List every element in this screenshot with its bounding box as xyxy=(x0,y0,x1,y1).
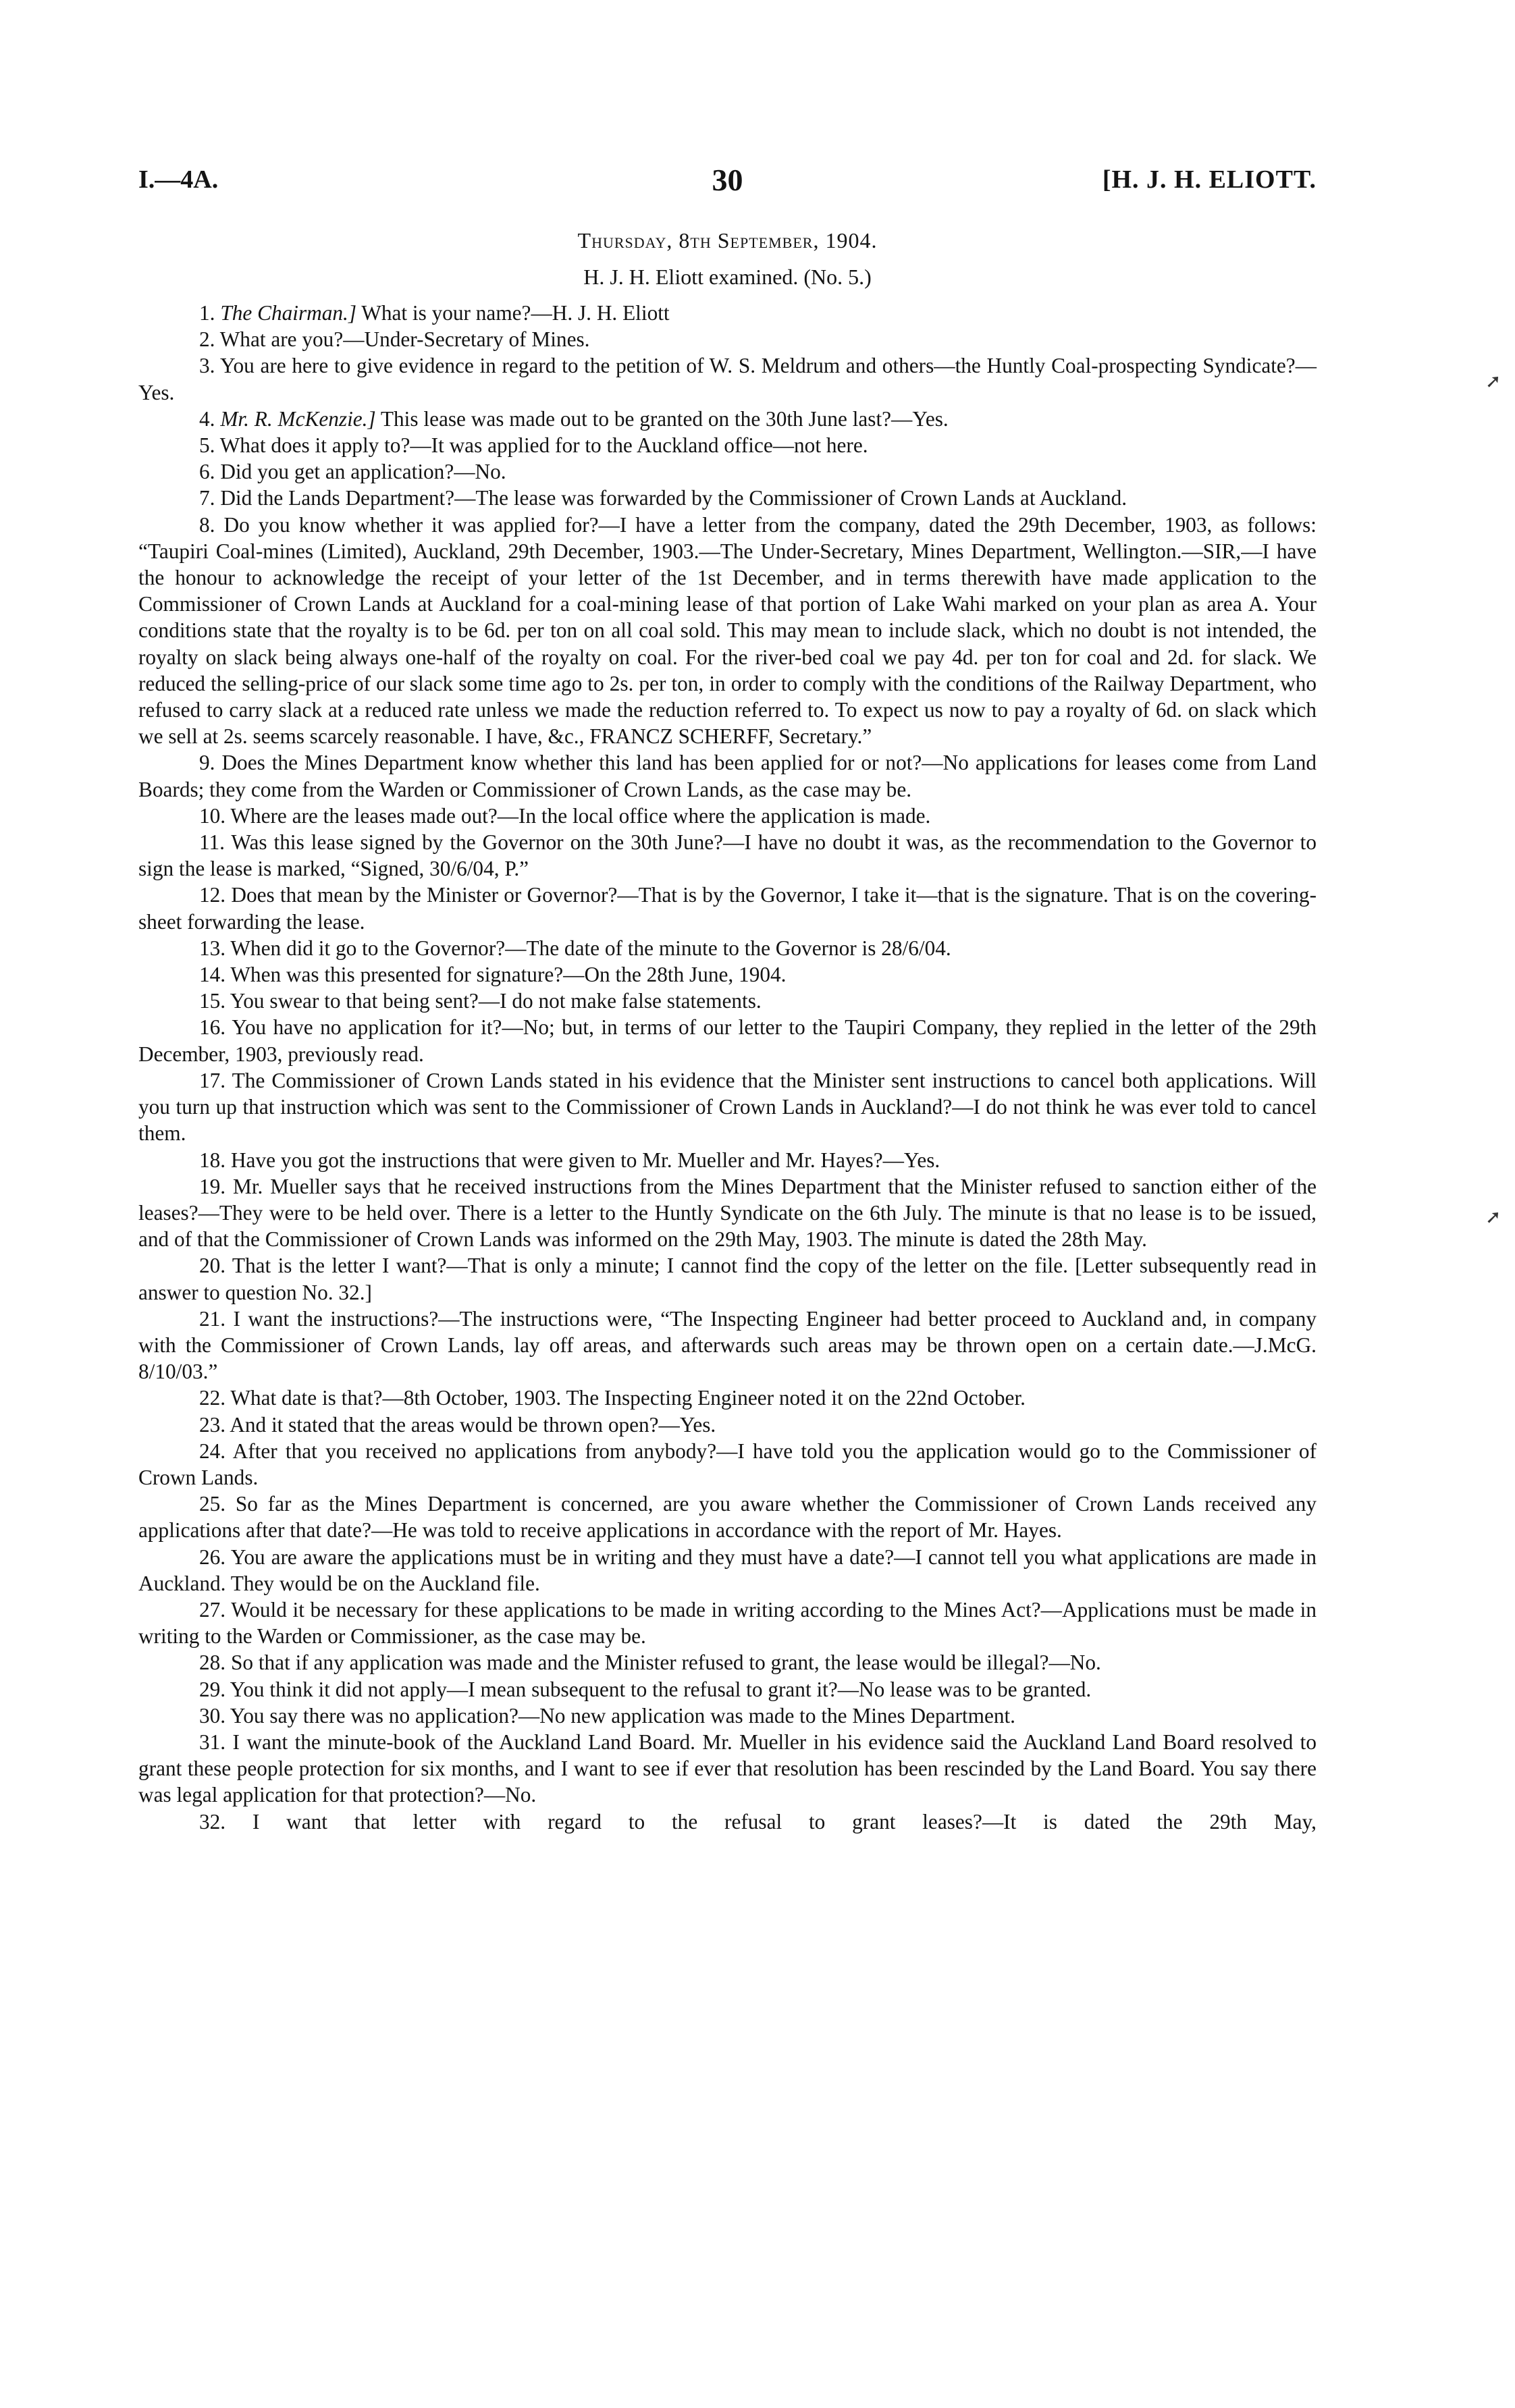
question-number: 20. xyxy=(199,1254,226,1278)
evidence-paragraph xyxy=(138,1067,1317,1147)
evidence-paragraph xyxy=(138,485,1317,511)
question-answer-text: Would it be necessary for these applications to be made in writing according to the Mines Act?—Applications must be made in writing to the Warden or Commissioner, as the case may be. xyxy=(138,1597,1317,1649)
session-date: Thursday, 8th September, 1904. xyxy=(577,228,878,252)
question-number: 8. xyxy=(199,512,215,537)
evidence-paragraph xyxy=(138,1649,1317,1676)
question-number: 31. xyxy=(199,1730,226,1754)
question-number: 10. xyxy=(199,803,226,828)
question-answer-text: This lease was made out to be granted on the 30th June last?—Yes. xyxy=(375,406,949,431)
question-answer-text: I want the instructions?—The instructions were, “The Inspecting Engineer had better proceed to Auckland and, in company with the Commissioner of Crown Lands, lay off areas, and afterwards such areas may be thrown open on a certain date.—J.McG. 8/10/03.” xyxy=(138,1306,1317,1384)
question-answer-text: Do you know whether it was applied for?—I have a letter from the company, dated the 29th December, 1903, as follows: “Taupiri Coal-mines (Limited), Auckland, 29th December, 1903.—The Under-Secretary, Mines Department, Wellington.—SIR,—I have the honour to acknowledge the receipt of your letter of the 1st December, and in terms therewith have made application to the Commissioner of Crown Lands at Auckland for a coal-mining lease of that portion of Lake Wahi marked on your plan as area A. Your conditions state that the royalty is to be 6d. per ton on all coal sold. This may mean to include slack, which no doubt is not intended, the royalty on slack being always one-half of the royalty on coal. For the river-bed coal we pay 4d. per ton for coal and 2d. for slack. We reduced the selling-price of our slack some time ago to 2s. per ton, in order to comply with the conditions of the Railway Department, who refused to carry slack at a reduced rate unless we made the reduction referred to. To expect us now to pay a royalty of 6d. on slack which we sell at 2s. seems scarcely reasonable. I have, &c., FRANCZ SCHERFF, Secretary.” xyxy=(138,512,1317,749)
question-number: 7. xyxy=(199,486,215,510)
paper-reference: I.—4A. xyxy=(138,165,219,194)
question-number: 23. xyxy=(199,1412,226,1437)
evidence-paragraph xyxy=(138,1729,1317,1809)
question-answer-text: Does that mean by the Minister or Governor?—That is by the Governor, I take it—that is the signature. That is on the covering-sheet forwarding the lease. xyxy=(138,883,1317,934)
question-number: 25. xyxy=(199,1492,226,1516)
page-header xyxy=(138,165,1317,205)
question-number: 28. xyxy=(199,1651,226,1675)
question-answer-text: Did the Lands Department?—The lease was forwarded by the Commissioner of Crown Lands at Auckland. xyxy=(220,486,1127,510)
evidence-paragraph xyxy=(138,749,1317,802)
evidence-paragraph xyxy=(138,1676,1317,1703)
question-number: 14. xyxy=(199,963,226,987)
question-answer-text: So far as the Mines Department is concerned, are you aware whether the Commissioner of Crown Lands received any applications after that date?—He was told to receive applications in accordance with the report of Mr. Hayes. xyxy=(138,1492,1317,1543)
question-number: 19. xyxy=(199,1174,226,1198)
question-answer-text: What date is that?—8th October, 1903. The Inspecting Engineer noted it on the 22nd October. xyxy=(230,1386,1026,1410)
question-number: 24. xyxy=(199,1439,226,1463)
evidence-paragraph xyxy=(138,1252,1317,1305)
question-number: 30. xyxy=(199,1703,226,1728)
evidence-paragraph xyxy=(138,1597,1317,1649)
question-number: 9. xyxy=(199,751,215,775)
question-answer-text: What does it apply to?—It was applied for to the Auckland office—not here. xyxy=(219,433,868,458)
question-answer-text: Where are the leases made out?—In the local office where the application is made. xyxy=(230,803,931,828)
question-answer-text: What is your name?—H. J. H. Eliott xyxy=(356,301,670,325)
question-answer-text: So that if any application was made and the Minister refused to grant, the lease would be illegal?—No. xyxy=(230,1651,1101,1675)
witness-header: [H. J. H. ELIOTT. xyxy=(1102,165,1317,194)
evidence-paragraph xyxy=(138,1385,1317,1411)
question-answer-text: Mr. Mueller says that he received instructions from the Mines Department that the Minister refused to sanction either of the leases?—They were to be held over. There is a letter to the Huntly Syndicate on the 6th July. The minute is that no lease is to be issued, and of that the Commissioner of Crown Lands was informed on the 29th May, 1903. The minute is dated the 28th May. xyxy=(138,1174,1317,1252)
question-answer-text: That is the letter I want?—That is only a minute; I cannot find the copy of the letter on the file. [Letter subsequently read in answer to question No. 32.] xyxy=(138,1254,1317,1304)
question-answer-text: You think it did not apply—I mean subsequent to the refusal to grant it?—No lease was to be granted. xyxy=(230,1677,1092,1701)
question-number: 27. xyxy=(199,1597,226,1622)
evidence-paragraph xyxy=(138,1173,1317,1253)
question-number: 1. xyxy=(199,301,215,325)
speaker-name: The Chairman.] xyxy=(220,301,357,325)
evidence-paragraph xyxy=(138,352,1317,405)
evidence-paragraph xyxy=(138,1147,1317,1173)
question-answer-text: And it stated that the areas would be thrown open?—Yes. xyxy=(230,1412,716,1437)
question-answer-text: Did you get an application?—No. xyxy=(220,460,506,484)
evidence-paragraph xyxy=(138,1412,1317,1438)
question-answer-text: The Commissioner of Crown Lands stated in his evidence that the Minister sent instructions to cancel both applications. Will you turn up that instruction which was sent to the Commissioner of Crown Lands in Auckland?—I do not think he was ever told to cancel them. xyxy=(138,1068,1317,1146)
question-number: 2. xyxy=(199,327,215,352)
evidence-paragraph xyxy=(138,829,1317,882)
margin-mark: ➚ xyxy=(1485,371,1501,392)
evidence-paragraph xyxy=(138,1438,1317,1491)
witness-examined: H. J. H. Eliott examined. (No. 5.) xyxy=(583,265,872,289)
question-number: 26. xyxy=(199,1545,226,1569)
evidence-paragraph xyxy=(138,1809,1317,1835)
question-answer-text: What are you?—Under-Secretary of Mines. xyxy=(219,327,590,352)
evidence-paragraph xyxy=(138,1703,1317,1729)
question-number: 16. xyxy=(199,1015,226,1040)
question-number: 17. xyxy=(199,1068,226,1092)
question-number: 29. xyxy=(199,1677,226,1701)
question-answer-text: Have you got the instructions that were given to Mr. Mueller and Mr. Hayes?—Yes. xyxy=(230,1148,940,1172)
margin-mark: ➚ xyxy=(1485,1207,1501,1228)
evidence-paragraph xyxy=(138,512,1317,750)
question-answer-text: You are aware the applications must be in writing and they must have a date?—I cannot tell you what applications are made in Auckland. They would be on the Auckland file. xyxy=(138,1545,1317,1595)
question-number: 32. xyxy=(199,1809,226,1834)
evidence-paragraph xyxy=(138,326,1317,352)
question-number: 18. xyxy=(199,1148,226,1172)
question-answer-text: You have no application for it?—No; but, in terms of our letter to the Taupiri Company, they replied in the letter of the 29th December, 1903, previously read. xyxy=(138,1015,1317,1066)
question-number: 12. xyxy=(199,883,226,907)
question-answer-text: After that you received no applications from anybody?—I have told you the application would go to the Commissioner of Crown Lands. xyxy=(138,1439,1317,1489)
evidence-paragraph xyxy=(138,458,1317,485)
evidence-paragraph xyxy=(138,988,1317,1014)
evidence-paragraph xyxy=(138,1306,1317,1385)
evidence-paragraph xyxy=(138,406,1317,432)
evidence-paragraph xyxy=(138,432,1317,458)
evidence-paragraph xyxy=(138,1544,1317,1597)
question-answer-text: I want the minute-book of the Auckland Land Board. Mr. Mueller in his evidence said the Auckland Land Board resolved to grant these people protection for six months, and I want to see if ever that resolution has been rescinded by the Land Board. You say there was legal application for that protection?—No. xyxy=(138,1730,1317,1807)
question-number: 11. xyxy=(199,830,225,855)
question-answer-text: Does the Mines Department know whether this land has been applied for or not?—No applications for leases come from Land Boards; they come from the Warden or Commissioner of Crown Lands, as the case may be. xyxy=(138,751,1317,801)
question-number: 15. xyxy=(199,989,226,1013)
question-number: 22. xyxy=(199,1386,226,1410)
evidence-paragraph xyxy=(138,1491,1317,1543)
question-number: 4. xyxy=(199,406,215,431)
question-number: 3. xyxy=(199,354,215,378)
question-answer-text: You say there was no application?—No new application was made to the Mines Department. xyxy=(230,1703,1016,1728)
evidence-paragraph xyxy=(138,300,1317,326)
evidence-body xyxy=(138,300,1317,1835)
question-answer-text: You swear to that being sent?—I do not make false statements. xyxy=(230,989,762,1013)
question-number: 21. xyxy=(199,1306,226,1331)
question-number: 13. xyxy=(199,936,226,960)
question-answer-text: When was this presented for signature?—On the 28th June, 1904. xyxy=(230,963,787,987)
question-answer-text: When did it go to the Governor?—The date of the minute to the Governor is 28/6/04. xyxy=(230,936,951,960)
question-answer-text: You are here to give evidence in regard to the petition of W. S. Meldrum and others—the Huntly Coal-prospecting Syndicate?—Yes. xyxy=(138,354,1317,404)
evidence-paragraph xyxy=(138,803,1317,829)
question-number: 6. xyxy=(199,460,215,484)
evidence-paragraph xyxy=(138,961,1317,988)
evidence-paragraph xyxy=(138,935,1317,961)
evidence-paragraph xyxy=(138,1014,1317,1067)
page-number: 30 xyxy=(712,163,743,197)
question-answer-text: I want that letter with regard to the refusal to grant leases?—It is dated the 29th May, xyxy=(252,1809,1317,1834)
speaker-name: Mr. R. McKenzie.] xyxy=(220,406,376,431)
evidence-paragraph xyxy=(138,882,1317,934)
question-number: 5. xyxy=(199,433,215,458)
question-answer-text: Was this lease signed by the Governor on the 30th June?—I have no doubt it was, as the recommendation to the Governor to sign the lease is marked, “Signed, 30/6/04, P.” xyxy=(138,830,1317,881)
